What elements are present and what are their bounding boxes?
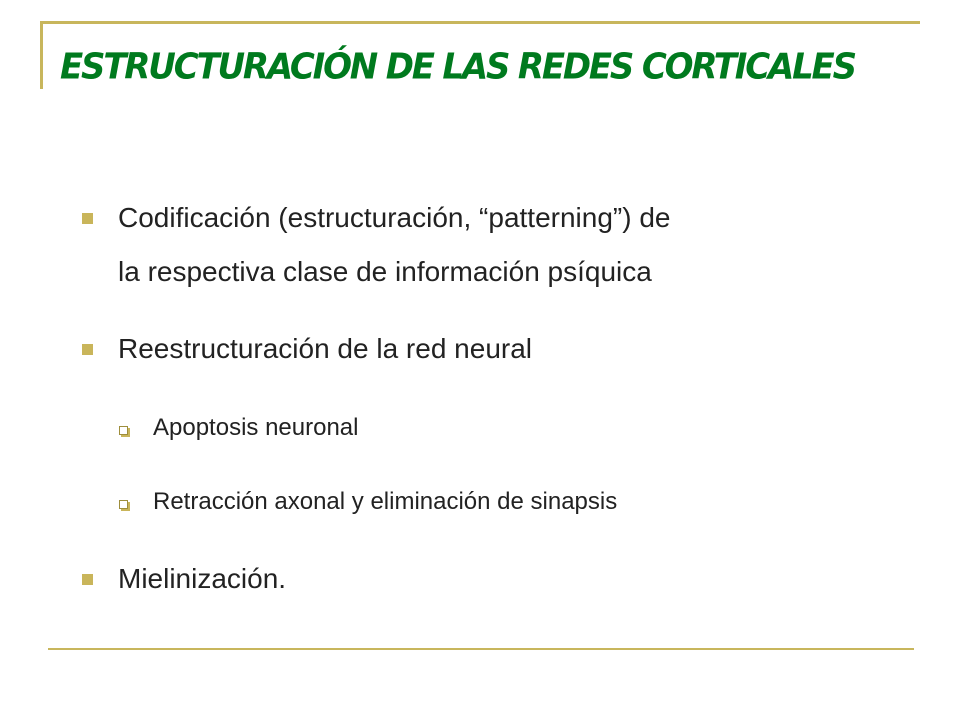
slide-title: ESTRUCTURACIÓN DE LAS REDES CORTICALES (60, 46, 855, 88)
sub-bullet-marker (119, 426, 128, 435)
top-horizontal-rule (40, 21, 920, 24)
bullet-marker (82, 344, 93, 355)
top-vertical-rule (40, 21, 43, 89)
sub-bullet-marker (119, 500, 128, 509)
bullet-codificacion-line1: Codificación (estructuración, “patterning”) de (118, 202, 671, 233)
bullet-marker (82, 213, 93, 224)
bullet-mielinizacion: Mielinización. (118, 563, 287, 594)
bottom-rule (48, 648, 914, 650)
sub-bullet-retraccion: Retracción axonal y eliminación de sinapsis (153, 488, 618, 515)
bullet-marker (82, 574, 93, 585)
bullet-reestructuracion: Reestructuración de la red neural (118, 333, 533, 364)
sub-bullet-apoptosis: Apoptosis neuronal (153, 414, 359, 441)
bullet-codificacion-line2: la respectiva clase de información psíquica (118, 256, 652, 287)
